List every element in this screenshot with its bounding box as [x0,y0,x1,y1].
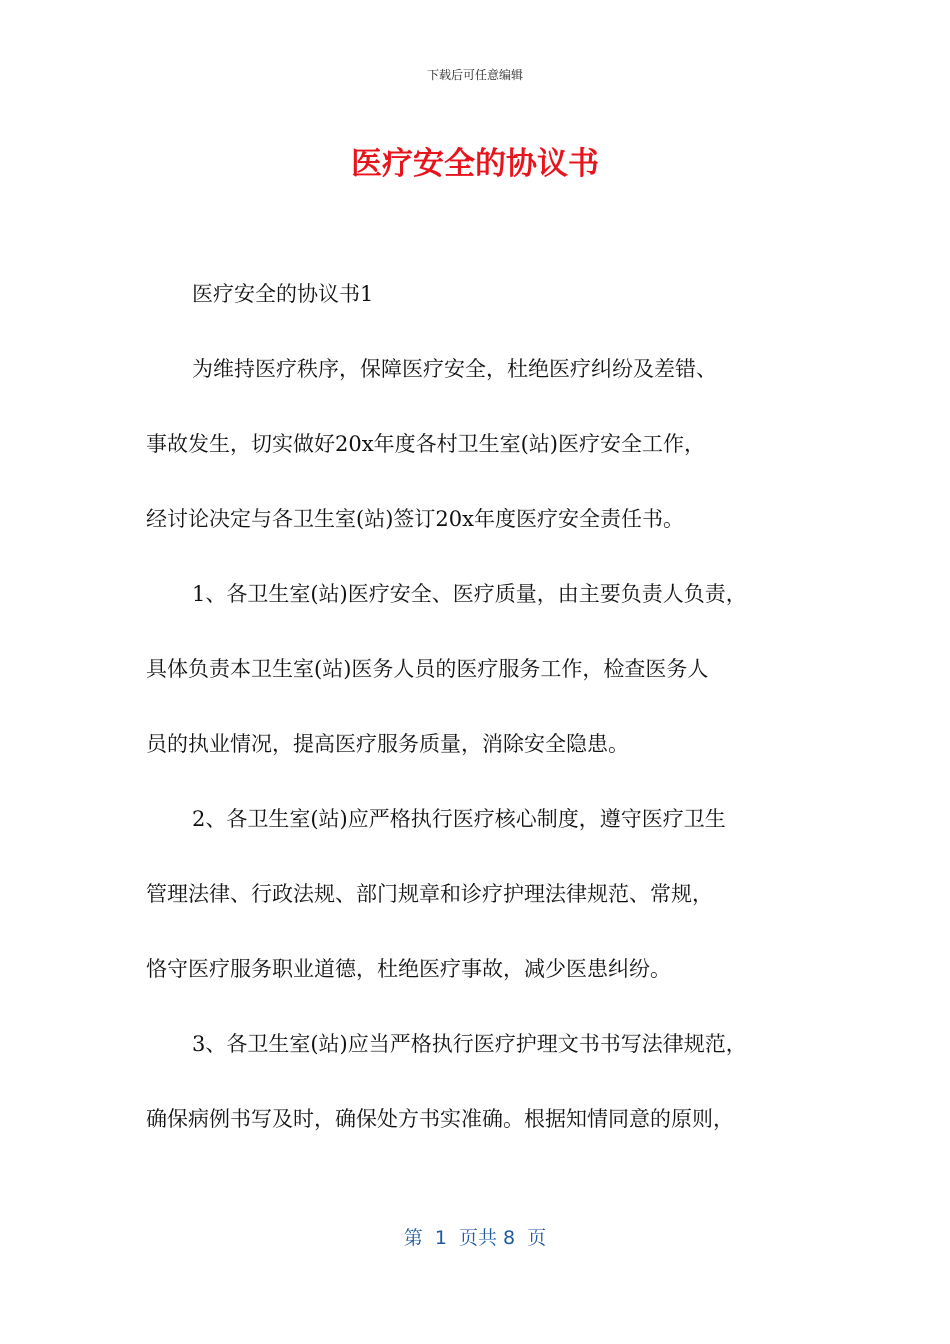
paragraph-line: 3、各卫生室(站)应当严格执行医疗护理文书书写法律规范， [192,1032,747,1056]
paragraph-line: 恪守医疗服务职业道德，杜绝医疗事故，减少医患纠纷。 [146,957,671,981]
paragraph-line: 1、各卫生室(站)医疗安全、医疗质量，由主要负责人负责， [192,582,747,606]
paragraph-line: 2、各卫生室(站)应严格执行医疗核心制度，遵守医疗卫生 [192,807,726,831]
paragraph-line: 具体负责本卫生室(站)医务人员的医疗服务工作，检查医务人 [146,657,709,681]
paragraph-line: 员的执业情况，提高医疗服务质量，消除安全隐患。 [146,732,629,756]
header-note: 下载后可任意编辑 [426,68,523,82]
paragraph-line: 为维持医疗秩序，保障医疗安全，杜绝医疗纠纷及差错、 [192,357,717,381]
paragraph-line: 事故发生，切实做好20x年度各村卫生室(站)医疗安全工作， [146,432,705,456]
paragraph-line: 确保病例书写及时，确保处方书实准确。根据知情同意的原则， [146,1107,734,1131]
page-number-footer: 第 1 页共 8 页 [403,1227,547,1249]
paragraph-line: 管理法律、行政法规、部门规章和诊疗护理法律规范、常规， [146,882,713,906]
paragraph-line: 医疗安全的协议书1 [192,282,374,306]
document-body [146,276,826,1176]
document-title: 医疗安全的协议书 [351,146,599,182]
paragraph-line: 经讨论决定与各卫生室(站)签订20x年度医疗安全责任书。 [146,507,684,531]
